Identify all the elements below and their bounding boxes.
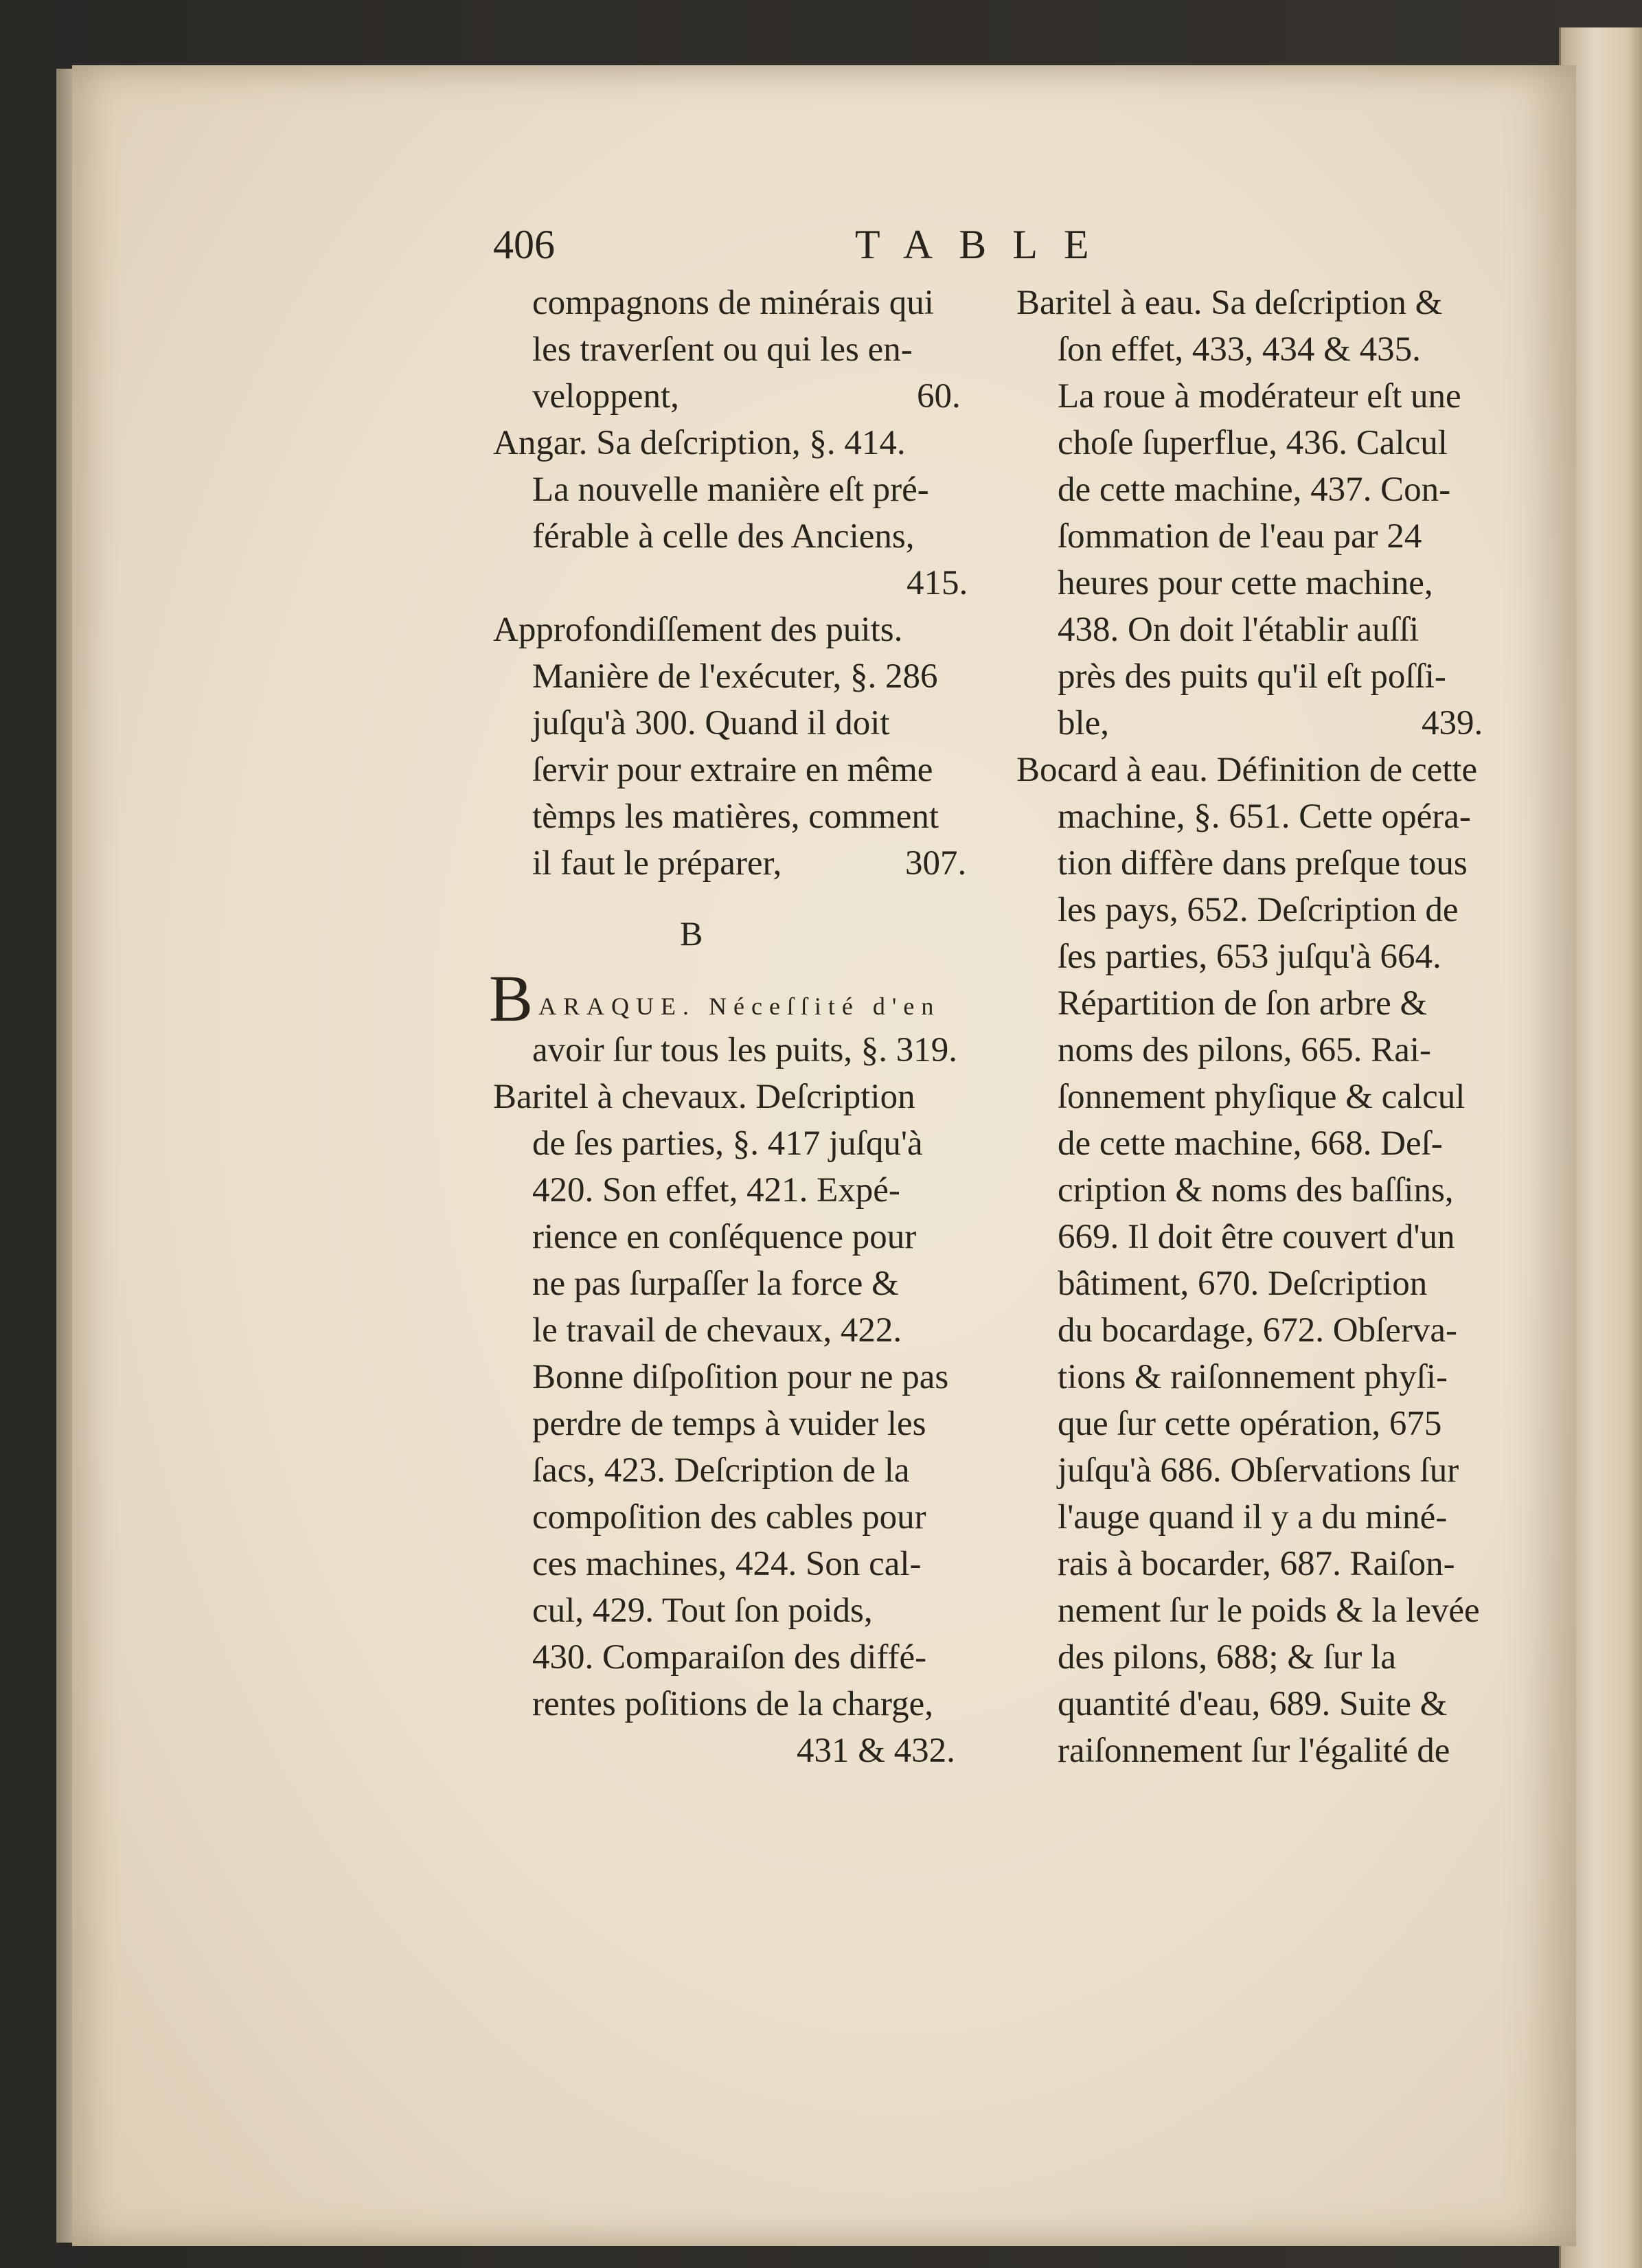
index-line: du bocardage, 672. Obſerva- (1058, 1311, 1458, 1350)
page-ref: 439. (1422, 704, 1483, 742)
index-line: 430. Comparaiſon des diffé- (532, 1638, 927, 1677)
index-line: quantité d'eau, 689. Suite & (1058, 1685, 1448, 1723)
index-entry-baraque (538, 984, 940, 1023)
index-line: ſervir pour extraire en même (532, 751, 933, 789)
index-line: La nouvelle manière eſt pré- (532, 470, 929, 509)
index-entry-baritel-chevaux: Baritel à chevaux. Deſcription (493, 1078, 915, 1116)
running-title: TABLE (855, 222, 1115, 267)
index-line: cul, 429. Tout ſon poids, (532, 1591, 873, 1630)
index-line: heures pour cette machine, (1058, 564, 1433, 602)
index-line: Bonne diſpoſition pour ne pas (532, 1358, 949, 1396)
index-line: 438. On doit l'établir auſſi (1058, 611, 1419, 649)
index-line: ne pas ſurpaſſer la force & (532, 1265, 899, 1303)
index-line: avoir ſur tous les puits, §. 319. (532, 1031, 958, 1069)
index-line: des pilons, 688; & ſur la (1058, 1638, 1396, 1677)
index-line: le travail de chevaux, 422. (532, 1311, 902, 1350)
index-line: les pays, 652. Deſcription de (1058, 891, 1459, 929)
page-ref: 307. (905, 844, 967, 883)
index-line: l'auge quand il y a du miné- (1058, 1498, 1448, 1536)
index-line: il faut le préparer, (532, 844, 782, 883)
index-line: bâtiment, 670. Deſcription (1058, 1265, 1428, 1303)
index-line: ſacs, 423. Deſcription de la (532, 1451, 910, 1490)
index-line: cription & noms des baſſins, (1058, 1171, 1454, 1210)
index-line: choſe ſuperflue, 436. Calcul (1058, 424, 1448, 462)
index-line: les traverſent ou qui les en- (532, 330, 913, 369)
index-line: raiſonnement ſur l'égalité de (1058, 1732, 1450, 1770)
index-entry-approfondissement: Approfondiſſement des puits. (493, 611, 903, 649)
index-line: ble, (1058, 704, 1110, 742)
page-ref: 415. (906, 564, 968, 602)
index-line: ſommation de l'eau par 24 (1058, 517, 1422, 556)
index-line: Répartition de ſon arbre & (1058, 984, 1428, 1023)
index-line: de cette machine, 668. Deſ- (1058, 1124, 1443, 1163)
index-line: rentes poſitions de la charge, (532, 1685, 933, 1723)
index-line: perdre de temps à vuider les (532, 1405, 926, 1443)
drop-cap: B (489, 962, 534, 1035)
index-line: compoſition des cables pour (532, 1498, 926, 1536)
index-line: 420. Son effet, 421. Expé- (532, 1171, 900, 1210)
index-line: veloppent, (532, 377, 679, 416)
index-line: ſon effet, 433, 434 & 435. (1058, 330, 1421, 369)
index-entry-baritel-eau: Baritel à eau. Sa deſcription & (1016, 284, 1443, 322)
index-line: compagnons de minérais qui (532, 284, 934, 322)
index-line: de cette machine, 437. Con- (1058, 470, 1451, 509)
index-line: tions & raiſonnement phyſi- (1058, 1358, 1448, 1396)
index-line: rience en conſéquence pour (532, 1218, 917, 1256)
page-number: 406 (493, 222, 555, 267)
section-letter: B (680, 914, 703, 953)
index-line: férable à celle des Anciens, (532, 517, 915, 556)
index-line: de ſes parties, §. 417 juſqu'à (532, 1124, 923, 1163)
index-line: rais à bocarder, 687. Raiſon- (1058, 1545, 1455, 1583)
index-line: nement ſur le poids & la levée (1058, 1591, 1480, 1630)
index-line: ces machines, 424. Son cal- (532, 1545, 922, 1583)
index-line: machine, §. 651. Cette opéra- (1058, 797, 1471, 836)
index-line: que ſur cette opération, 675 (1058, 1405, 1442, 1443)
index-line: tèmps les matières, comment (532, 797, 939, 836)
page-ref: 431 & 432. (797, 1732, 955, 1770)
page-ref: 60. (917, 377, 961, 416)
index-line: juſqu'à 300. Quand il doit (532, 704, 890, 742)
index-line: Manière de l'exécuter, §. 286 (532, 657, 938, 696)
index-line: ſes parties, 653 juſqu'à 664. (1058, 938, 1441, 976)
baraque-head: ARAQUE. Néceſſité d'en (538, 993, 941, 1020)
index-line: juſqu'à 686. Obſervations ſur (1058, 1451, 1459, 1490)
index-line: noms des pilons, 665. Rai- (1058, 1031, 1431, 1069)
index-entry-angar: Angar. Sa deſcription, §. 414. (493, 424, 906, 462)
index-entry-bocard: Bocard à eau. Définition de cette (1016, 751, 1478, 789)
index-line: La roue à modérateur eſt une (1058, 377, 1461, 416)
index-line: près des puits qu'il eſt poſſi- (1058, 657, 1446, 696)
index-line: ſonnement phyſique & calcul (1058, 1078, 1466, 1116)
index-line: tion diffère dans preſque tous (1058, 844, 1468, 883)
index-line: 669. Il doit être couvert d'un (1058, 1218, 1455, 1256)
